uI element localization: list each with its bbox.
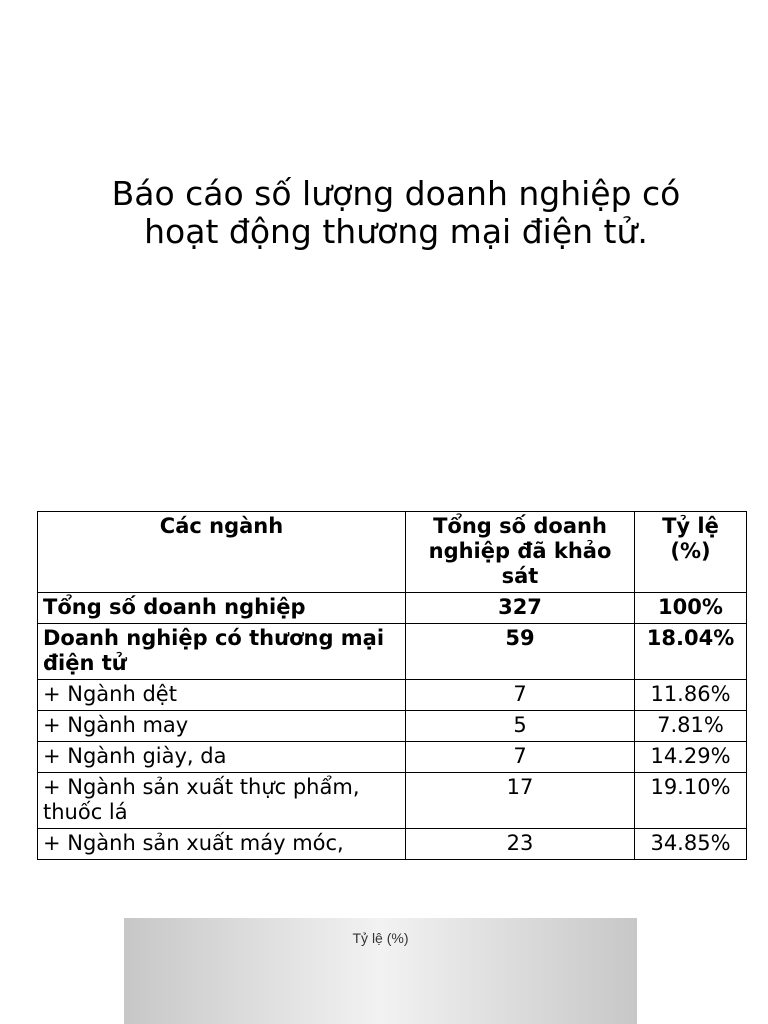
row-name: + Ngành giày, da bbox=[38, 742, 406, 773]
row-count: 7 bbox=[406, 742, 635, 773]
row-name: + Ngành dệt bbox=[38, 680, 406, 711]
row-ratio: 7.81% bbox=[635, 711, 747, 742]
header-industry: Các ngành bbox=[38, 512, 406, 593]
row-count: 7 bbox=[406, 680, 635, 711]
row-name: Tổng số doanh nghiệp bbox=[38, 593, 406, 624]
row-name: + Ngành may bbox=[38, 711, 406, 742]
row-ratio: 11.86% bbox=[635, 680, 747, 711]
title-line-2: hoạt động thương mại điện tử. bbox=[144, 212, 648, 251]
row-count: 5 bbox=[406, 711, 635, 742]
table-row bbox=[38, 680, 747, 711]
header-total-surveyed: Tổng số doanh nghiệp đã khảo sát bbox=[406, 512, 635, 593]
row-name: + Ngành sản xuất máy móc, bbox=[38, 829, 406, 860]
page-title bbox=[60, 175, 732, 251]
row-name: Doanh nghiệp có thương mại điện tử bbox=[38, 624, 406, 680]
row-count: 17 bbox=[406, 773, 635, 829]
table-header-row bbox=[38, 512, 747, 593]
chart-preview bbox=[124, 918, 637, 1024]
table-row bbox=[38, 829, 747, 860]
row-ratio: 14.29% bbox=[635, 742, 747, 773]
table-row bbox=[38, 593, 747, 624]
header-ratio: Tỷ lệ (%) bbox=[635, 512, 747, 593]
chart-title: Tỷ lệ (%) bbox=[352, 930, 409, 946]
row-count: 23 bbox=[406, 829, 635, 860]
row-ratio: 18.04% bbox=[635, 624, 747, 680]
row-ratio: 100% bbox=[635, 593, 747, 624]
table-container bbox=[37, 511, 747, 866]
row-ratio: 19.10% bbox=[635, 773, 747, 829]
row-ratio: 34.85% bbox=[635, 829, 747, 860]
row-name: + Ngành sản xuất thực phẩm, thuốc lá bbox=[38, 773, 406, 829]
table-row bbox=[38, 742, 747, 773]
industry-table bbox=[37, 511, 747, 860]
title-line-1: Báo cáo số lượng doanh nghiệp có bbox=[111, 174, 681, 213]
row-count: 327 bbox=[406, 593, 635, 624]
table-row bbox=[38, 711, 747, 742]
table-row bbox=[38, 773, 747, 829]
table-row bbox=[38, 624, 747, 680]
row-count: 59 bbox=[406, 624, 635, 680]
